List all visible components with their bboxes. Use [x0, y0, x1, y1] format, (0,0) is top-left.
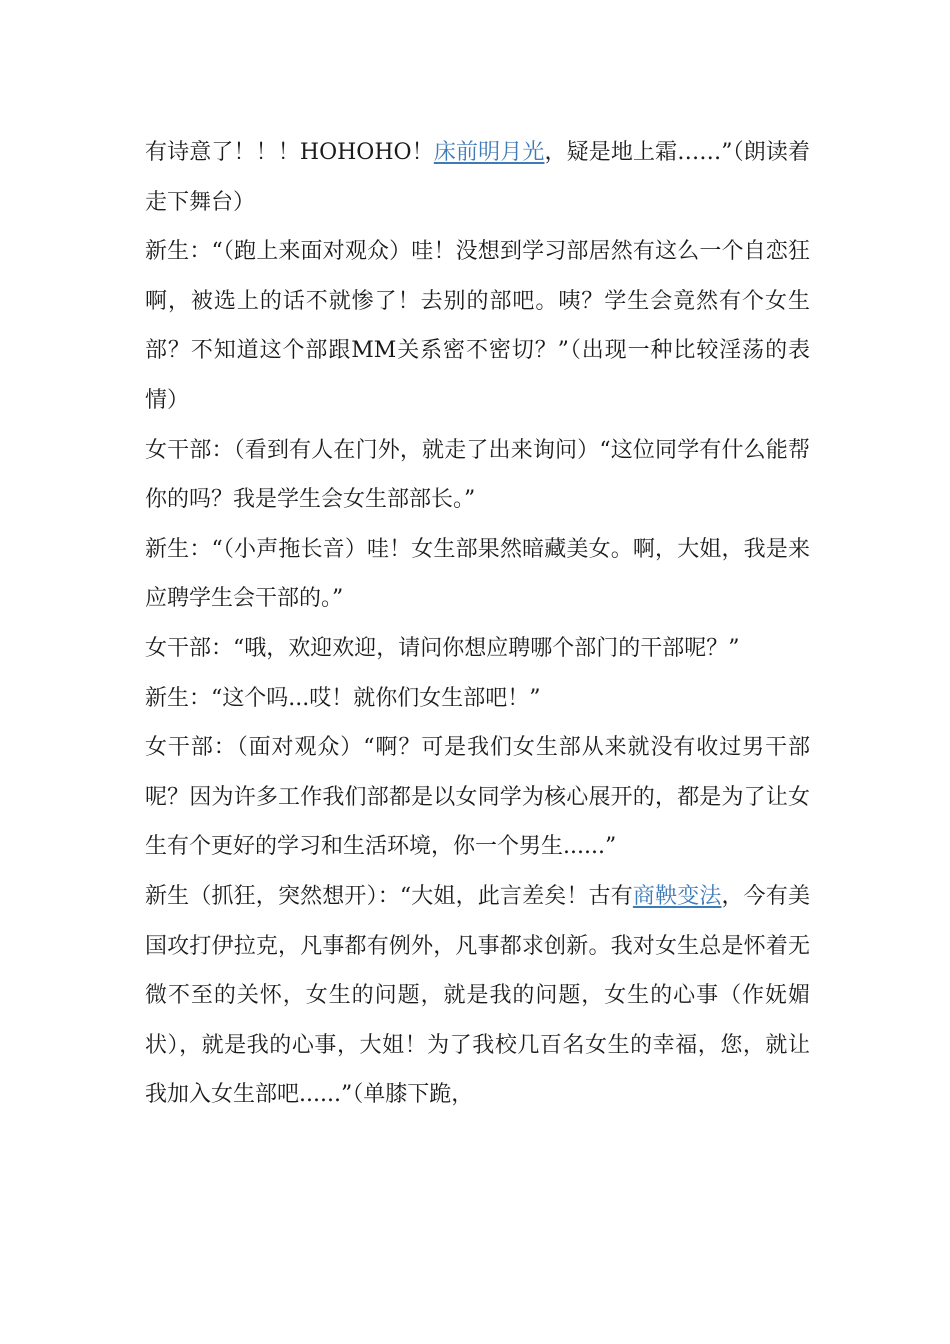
paragraph-text: 新生（抓狂，突然想开）：“大姐，此言差矣！古有: [145, 883, 633, 909]
script-paragraph: [145, 624, 810, 674]
script-paragraph: [145, 426, 810, 525]
paragraph-text: 有诗意了！！！HOHOHO！: [145, 140, 434, 165]
hyperlink[interactable]: 商鞅变法: [632, 883, 722, 909]
script-paragraph: [145, 723, 810, 872]
hyperlink[interactable]: 床前明月光: [433, 140, 545, 165]
paragraph-text: 新生：“这个吗...哎！就你们女生部吧！”: [145, 685, 541, 711]
script-paragraph: [145, 227, 810, 425]
script-paragraph: [145, 872, 810, 1120]
script-paragraph: [145, 525, 810, 624]
paragraph-text: ，今有美国攻打伊拉克，凡事都有例外，凡事都求创新。我对女生总是怀着无微不至的关怀，女生的问题，就是我的问题，女生的心事（作妩媚状），就是我的心事，大姐！为了我校几百名女生的幸福，您，就让我加入女生部吧......”（单膝下跪，: [145, 883, 810, 1108]
script-paragraph: [145, 674, 810, 724]
script-paragraph: [145, 128, 810, 227]
paragraph-text: ，疑是地上霜……”（朗读着走下舞台）: [145, 140, 810, 215]
paragraph-text: 新生：“（跑上来面对观众）哇！没想到学习部居然有这么一个自恋狂啊，被选上的话不就惨了！去别的部吧。咦？学生会竟然有个女生部？不知道这个部跟MM关系密不密切？”（出现一种比较淫荡的表情）: [145, 239, 810, 413]
paragraph-text: 新生：“（小声拖长音）哇！女生部果然暗藏美女。啊，大姐，我是来应聘学生会干部的。”: [145, 536, 810, 612]
paragraph-text: 女干部：（看到有人在门外，就走了出来询问）“这位同学有什么能帮你的吗？我是学生会女生部部长。”: [145, 437, 810, 513]
paragraph-text: 女干部：“哦，欢迎欢迎，请问你想应聘哪个部门的干部呢？”: [145, 635, 740, 661]
paragraph-text: 女干部：（面对观众）“啊？可是我们女生部从来就没有收过男干部呢？因为许多工作我们部都是以女同学为核心展开的，都是为了让女生有个更好的学习和生活环境，你一个男生......”: [145, 735, 810, 860]
script-body: [145, 128, 810, 1120]
